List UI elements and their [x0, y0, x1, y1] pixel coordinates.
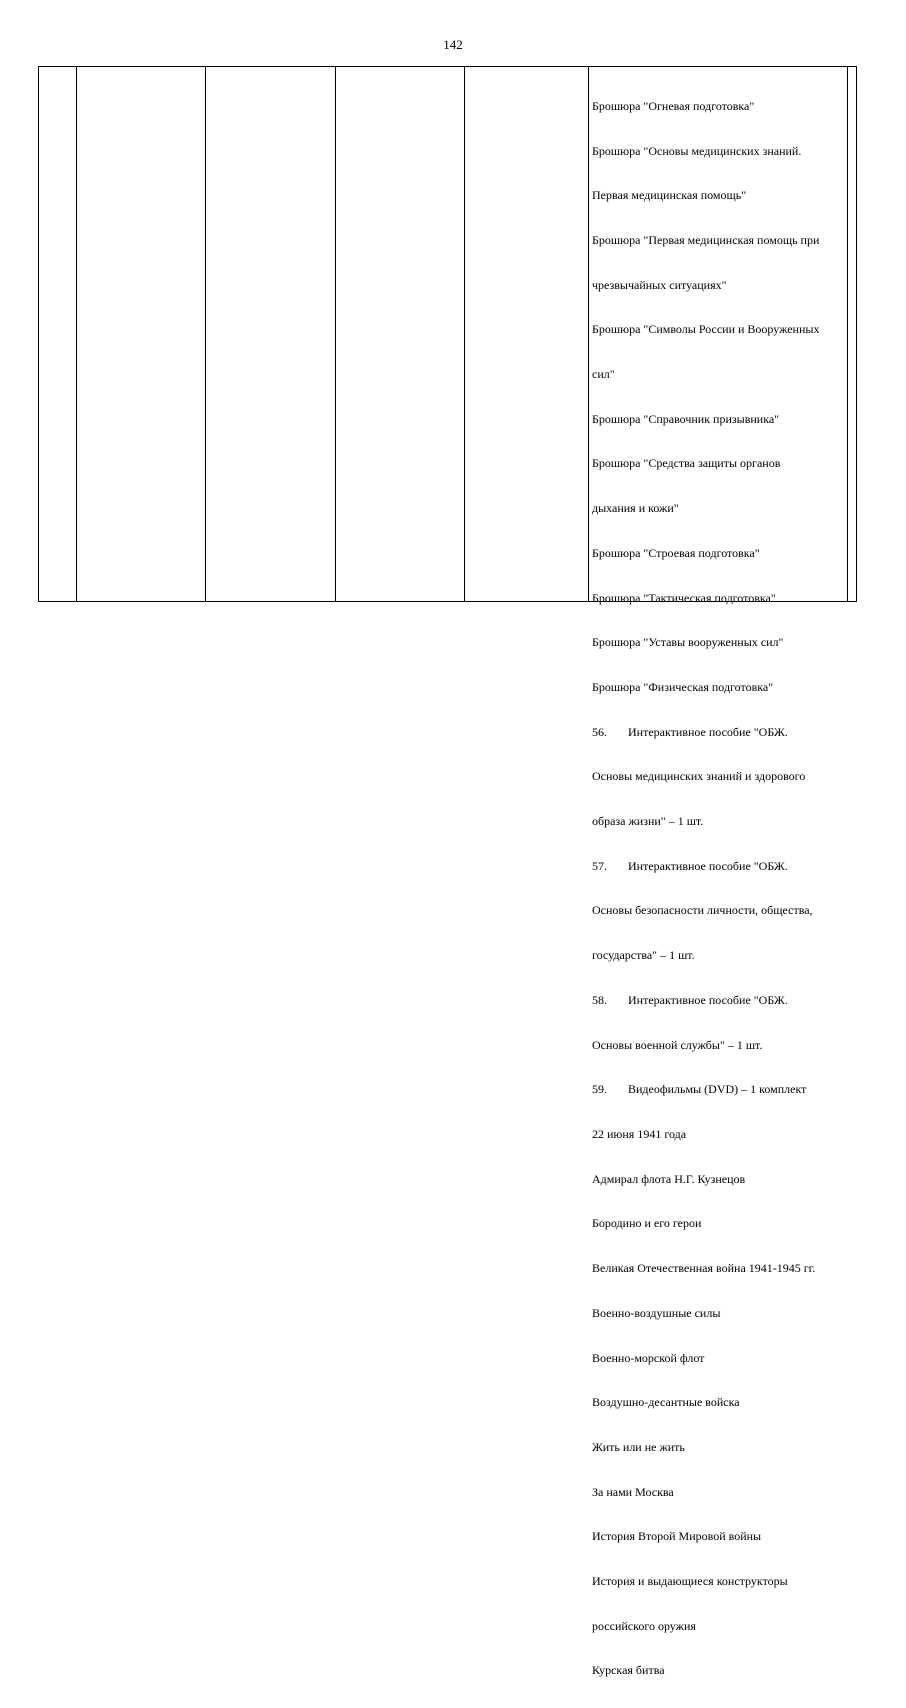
list-line: российского оружия: [592, 1618, 696, 1633]
list-line: Основы медицинских знаний и здорового: [592, 769, 806, 784]
list-line: Брошюра "Основы медицинских знаний.: [592, 143, 802, 158]
document-table: [38, 66, 857, 1678]
list-line: Военно-морской флот: [592, 1350, 705, 1365]
list-line: Брошюра "Справочник призывника": [592, 411, 780, 426]
list-line: 56. Интерактивное пособие "ОБЖ.: [592, 724, 788, 739]
list-line: Жить или не жить: [592, 1439, 685, 1454]
list-line: Бородино и его герои: [592, 1216, 702, 1231]
list-line: Брошюра "Символы России и Вооруженных: [592, 322, 820, 337]
list-line: Брошюра "Физическая подготовка": [592, 679, 774, 694]
list-line: образа жизни" – 1 шт.: [592, 814, 704, 829]
list-line: Военно-воздушные силы: [592, 1305, 721, 1320]
list-line: 58. Интерактивное пособие "ОБЖ.: [592, 992, 788, 1007]
list-line: Адмирал флота Н.Г. Кузнецов: [592, 1171, 746, 1186]
list-line: Основы военной службы" – 1 шт.: [592, 1037, 763, 1052]
list-line: чрезвычайных ситуациях": [592, 277, 727, 292]
list-line: Курская битва: [592, 1663, 665, 1678]
list-line: Брошюра "Тактическая подготовка": [592, 590, 776, 605]
column-divider: [335, 67, 336, 601]
column-divider: [464, 67, 465, 601]
column-divider: [847, 67, 848, 601]
list-line: Брошюра "Средства защиты органов: [592, 456, 781, 471]
list-line: За нами Москва: [592, 1484, 674, 1499]
column-divider: [588, 67, 589, 601]
list-line: сил": [592, 367, 615, 382]
list-line: 57. Интерактивное пособие "ОБЖ.: [592, 858, 788, 873]
list-line: Основы безопасности личности, общества,: [592, 903, 813, 918]
list-line: 59. Видеофильмы (DVD) – 1 комплект: [592, 1082, 807, 1097]
list-line: Воздушно-десантные войска: [592, 1395, 740, 1410]
equipment-list-cell: [592, 69, 844, 1708]
list-line: История и выдающиеся конструкторы: [592, 1574, 788, 1589]
list-line: Первая медицинская помощь": [592, 188, 747, 203]
list-line: государства" – 1 шт.: [592, 948, 695, 963]
list-line: Брошюра "Строевая подготовка": [592, 545, 760, 560]
list-line: дыхания и кожи": [592, 501, 679, 516]
list-line: Брошюра "Огневая подготовка": [592, 98, 755, 113]
list-line: Брошюра "Первая медицинская помощь при: [592, 232, 820, 247]
page-number: 142: [443, 37, 463, 52]
list-line: Брошюра "Уставы вооруженных сил": [592, 635, 784, 650]
list-line: Великая Отечественная война 1941-1945 гг.: [592, 1261, 816, 1276]
list-line: 22 июня 1941 года: [592, 1126, 687, 1141]
column-divider: [205, 67, 206, 601]
list-line: История Второй Мировой войны: [592, 1529, 762, 1544]
column-divider: [76, 67, 77, 601]
